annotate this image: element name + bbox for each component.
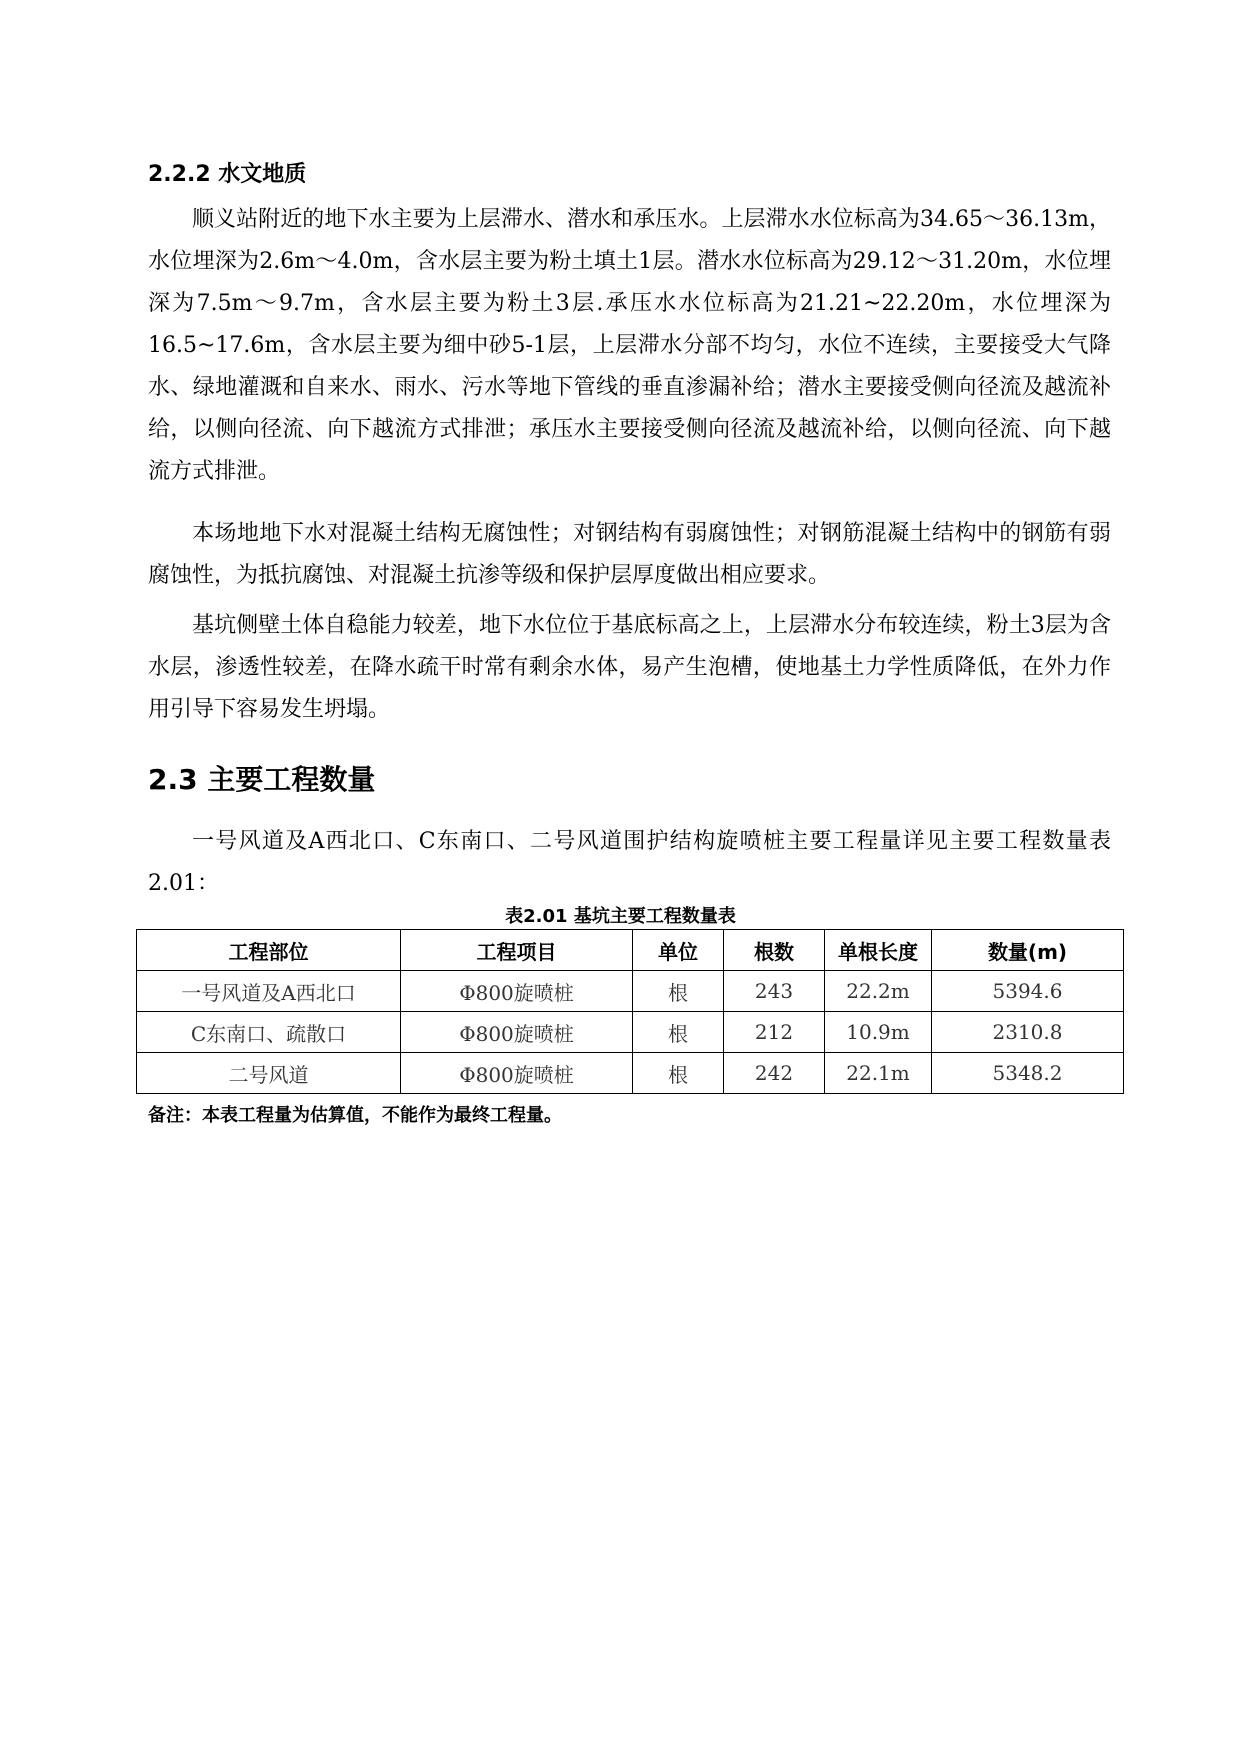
table-cell: Φ800旋喷桩	[401, 971, 633, 1012]
section-heading-quantities: 2.3 主要工程数量	[148, 763, 376, 796]
paragraph-groundwater: 顺义站附近的地下水主要为上层滞水、潜水和承压水。上层滞水水位标高为34.65～36.13m，水位埋深为2.6m～4.0m，含水层主要为粉土填土1层。潜水水位标高为29.12～31.20m，水位埋深为7.5m～9.7m，含水层主要为粉土3层.承压水水位标高为21.21~22.20m，水位埋深为16.5~17.6m，含水层主要为细中砂5-1层，上层滞水分部不均匀，水位不连续，主要接受大气降水、绿地灌溉和自来水、雨水、污水等地下管线的垂直渗漏补给；潜水主要接受侧向径流及越流补给，以侧向径流、向下越流方式排泄；承压水主要接受侧向径流及越流补给，以侧向径流、向下越流方式排泄。	[148, 207, 1111, 484]
table-cell: 根	[633, 1053, 724, 1094]
table-cell: 5394.6	[932, 971, 1124, 1012]
table-cell: Φ800旋喷桩	[401, 1053, 633, 1094]
table-cell: 一号风道及A西北口	[137, 971, 401, 1012]
column-header: 根数	[724, 930, 825, 971]
table-row	[137, 971, 1124, 1012]
paragraph-quantities-intro: 一号风道及A西北口、C东南口、二号风道围护结构旋喷桩主要工程量详见主要工程数量表2.01：	[148, 829, 1111, 896]
table-cell: 二号风道	[137, 1053, 401, 1094]
section-heading-hydrogeology: 2.2.2 水文地质	[148, 162, 307, 187]
column-header: 工程部位	[137, 930, 401, 971]
column-header: 单位	[633, 930, 724, 971]
column-header: 工程项目	[401, 930, 633, 971]
table-cell: 22.1m	[825, 1053, 932, 1094]
table-cell: 5348.2	[932, 1053, 1124, 1094]
paragraph-corrosivity: 本场地地下水对混凝土结构无腐蚀性；对钢结构有弱腐蚀性；对钢筋混凝土结构中的钢筋有弱腐蚀性，为抵抗腐蚀、对混凝土抗渗等级和保护层厚度做出相应要求。	[148, 521, 1111, 588]
column-header: 数量(m)	[932, 930, 1124, 971]
table-cell: 22.2m	[825, 971, 932, 1012]
table-cell: 212	[724, 1012, 825, 1053]
table-cell: 242	[724, 1053, 825, 1094]
table-row	[137, 1012, 1124, 1053]
table-cell: 根	[633, 1012, 724, 1053]
quantities-table	[136, 929, 1124, 1094]
table-cell: Φ800旋喷桩	[401, 1012, 633, 1053]
table-cell: C东南口、疏散口	[137, 1012, 401, 1053]
table-cell: 根	[633, 971, 724, 1012]
table-row	[137, 1053, 1124, 1094]
paragraph-pit-stability: 基坑侧壁土体自稳能力较差，地下水位位于基底标高之上，上层滞水分布较连续，粉土3层为含水层，渗透性较差，在降水疏干时常有剩余水体，易产生泡槽，使地基土力学性质降低，在外力作用引导下容易发生坍塌。	[148, 613, 1111, 722]
table-cell: 10.9m	[825, 1012, 932, 1053]
table-cell: 2310.8	[932, 1012, 1124, 1053]
table-caption: 表2.01 基坑主要工程数量表	[505, 906, 736, 927]
table-note: 备注：本表工程量为估算值，不能作为最终工程量。	[148, 1105, 562, 1126]
table-cell: 243	[724, 971, 825, 1012]
column-header: 单根长度	[825, 930, 932, 971]
table-header-row	[137, 930, 1124, 971]
